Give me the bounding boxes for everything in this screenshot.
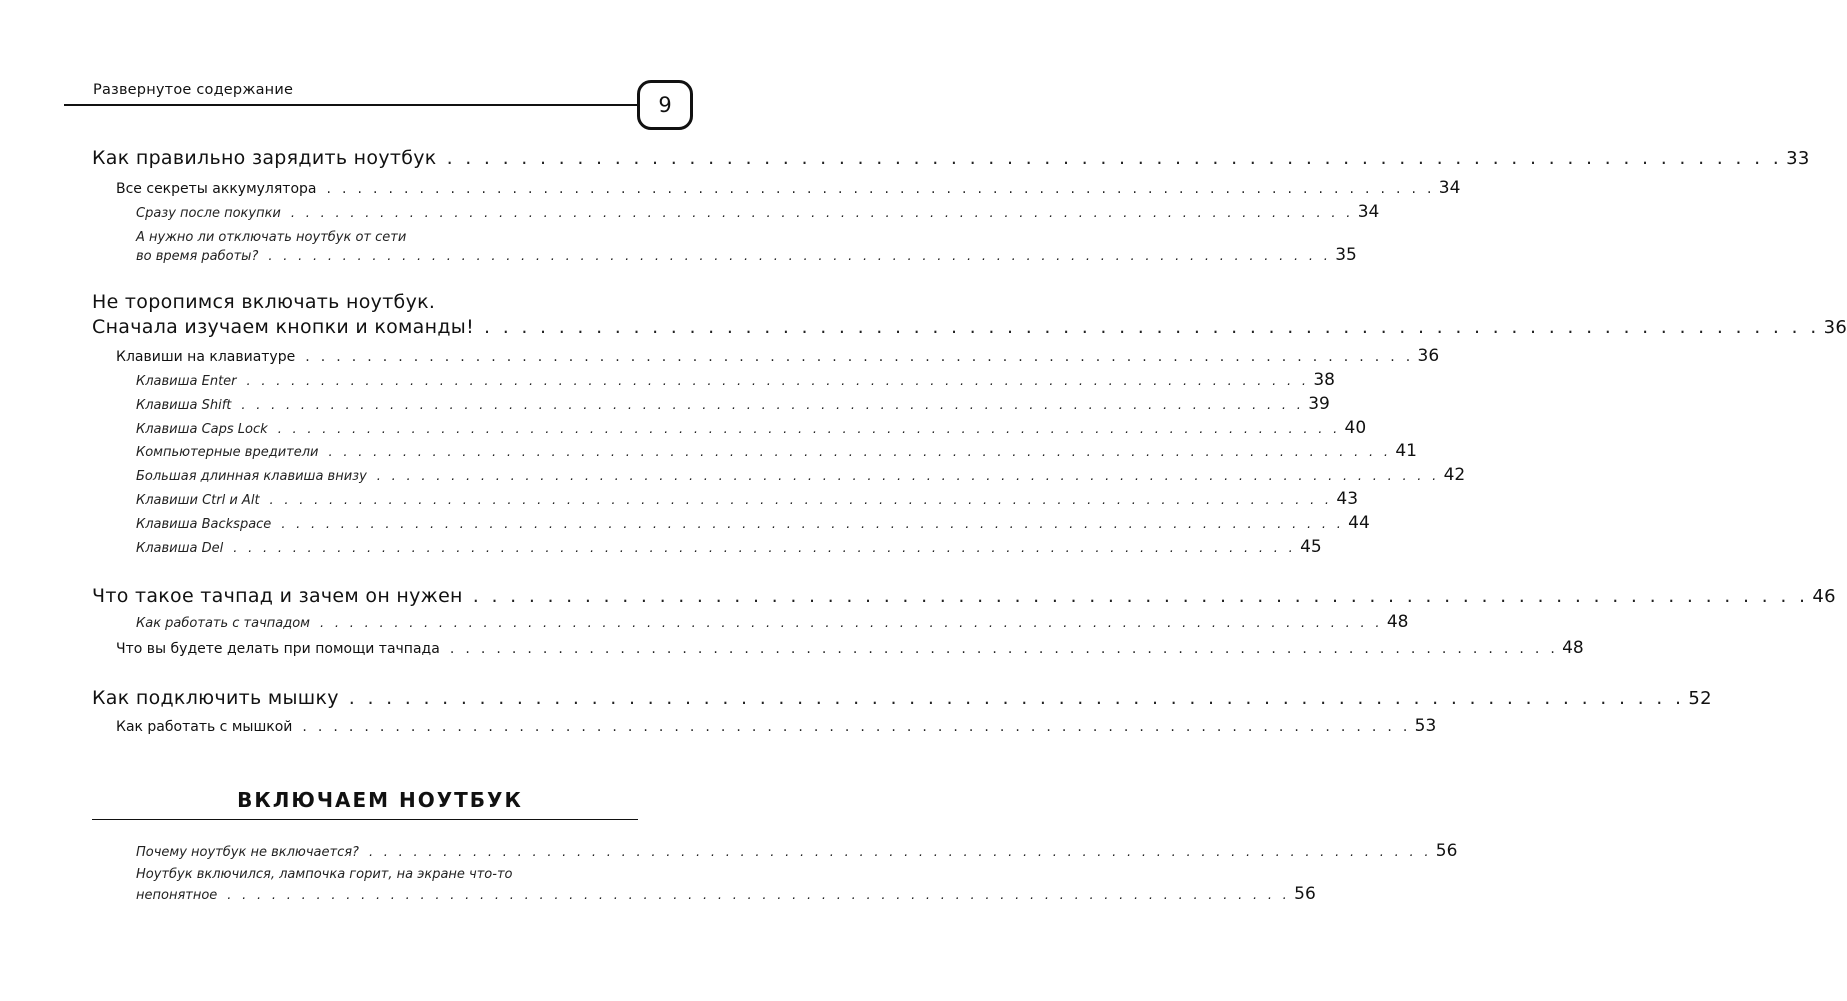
toc-page: 34 — [1357, 202, 1380, 222]
page-number: 9 — [658, 93, 672, 117]
toc-page: 56 — [1294, 884, 1316, 904]
header-rule — [64, 104, 644, 106]
toc-page: 53 — [1414, 716, 1437, 736]
toc-title-line2: непонятное — [136, 888, 218, 903]
toc-leader-dots: . . . . . . . . . . . . . . . . . . . . . . . . . . . . . . . . . . . . . . . . . . . . . . . . . . . . . . . . . . . . . . . . . . . . . . . . — [302, 719, 1411, 735]
toc-title: Клавиши Ctrl и Alt — [136, 493, 260, 508]
toc-title-line2: во время работы? — [136, 249, 259, 264]
toc-entry[interactable] — [136, 394, 1330, 414]
toc-page: 56 — [1435, 841, 1458, 861]
toc-title: Клавиша Caps Lock — [136, 422, 268, 437]
toc-entry[interactable] — [92, 585, 1836, 607]
toc-page: 48 — [1562, 638, 1584, 658]
toc-page: 44 — [1348, 513, 1370, 533]
toc-title: Клавиши на клавиатуре — [116, 349, 296, 365]
toc-title-line2: Сначала изучаем кнопки и команды! — [92, 316, 475, 338]
toc-leader-dots: . . . . . . . . . . . . . . . . . . . . . . . . . . . . . . . . . . . . . . . . . . . . . . . . . . . . . . . . . . . . . . . . . . . . . . . . — [328, 445, 1392, 460]
toc-leader-dots: . . . . . . . . . . . . . . . . . . . . . . . . . . . . . . . . . . . . . . . . . . . . . . . . . . . . . . . . . . . . . . . . . . . . . . . . — [472, 585, 1809, 607]
toc-leader-dots: . . . . . . . . . . . . . . . . . . . . . . . . . . . . . . . . . . . . . . . . . . . . . . . . . . . . . . . . . . . . . . . . . . . . . . . . — [277, 422, 1341, 437]
toc-title-line1: Не торопимся включать ноутбук. — [92, 291, 436, 313]
toc-leader-dots: . . . . . . . . . . . . . . . . . . . . . . . . . . . . . . . . . . . . . . . . . . . . . . . . . . . . . . . . . . . . . . . . . . . . . . . . — [305, 349, 1414, 365]
toc-page: 35 — [1335, 245, 1357, 265]
toc-leader-dots: . . . . . . . . . . . . . . . . . . . . . . . . . . . . . . . . . . . . . . . . . . . . . . . . . . . . . . . . . . . . . . . . . . . . . . . . — [227, 888, 1291, 903]
toc-leader-dots: . . . . . . . . . . . . . . . . . . . . . . . . . . . . . . . . . . . . . . . . . . . . . . . . . . . . . . . . . . . . . . . . . . . . . . . . — [376, 469, 1440, 484]
toc-entry[interactable] — [136, 441, 1417, 461]
toc-entry[interactable] — [92, 147, 1810, 169]
toc-entry[interactable] — [136, 370, 1335, 390]
toc-entry[interactable] — [136, 245, 1357, 265]
toc-title: Что такое тачпад и зачем он нужен — [92, 585, 463, 607]
toc-page: 36 — [1823, 317, 1847, 338]
toc-entry[interactable] — [136, 489, 1359, 509]
toc-title-line1: А нужно ли отключать ноутбук от сети — [136, 230, 407, 245]
toc-entry[interactable] — [136, 202, 1380, 222]
toc-entry[interactable] — [92, 316, 1847, 338]
toc-page: 48 — [1386, 612, 1409, 632]
toc-leader-dots: . . . . . . . . . . . . . . . . . . . . . . . . . . . . . . . . . . . . . . . . . . . . . . . . . . . . . . . . . . . . . . . . . . . . . . . . — [246, 374, 1310, 389]
toc-entry[interactable] — [136, 537, 1322, 557]
toc-leader-dots: . . . . . . . . . . . . . . . . . . . . . . . . . . . . . . . . . . . . . . . . . . . . . . . . . . . . . . . . . . . . . . . . . . . . . . . . — [268, 249, 1332, 264]
page-number-badge — [637, 80, 693, 130]
toc-title: Почему ноутбук не включается? — [136, 845, 359, 860]
toc-leader-dots: . . . . . . . . . . . . . . . . . . . . . . . . . . . . . . . . . . . . . . . . . . . . . . . . . . . . . . . . . . . . . . . . . . . . . . . . — [449, 641, 1559, 657]
toc-entry[interactable] — [136, 465, 1466, 485]
toc-leader-dots: . . . . . . . . . . . . . . . . . . . . . . . . . . . . . . . . . . . . . . . . . . . . . . . . . . . . . . . . . . . . . . . . . . . . . . . . — [233, 541, 1297, 556]
toc-entry[interactable] — [116, 346, 1440, 366]
toc-leader-dots: . . . . . . . . . . . . . . . . . . . . . . . . . . . . . . . . . . . . . . . . . . . . . . . . . . . . . . . . . . . . . . . . . . . . . . . . — [368, 845, 1432, 860]
toc-entry[interactable] — [116, 716, 1437, 736]
toc-leader-dots: . . . . . . . . . . . . . . . . . . . . . . . . . . . . . . . . . . . . . . . . . . . . . . . . . . . . . . . . . . . . . . . . . . . . . . . . — [348, 687, 1685, 709]
toc-entry[interactable] — [136, 884, 1316, 904]
toc-page: 36 — [1417, 346, 1440, 366]
toc-page: 43 — [1336, 489, 1359, 509]
toc-title: Клавиша Enter — [136, 374, 237, 389]
toc-page: 33 — [1786, 148, 1810, 169]
toc-leader-dots: . . . . . . . . . . . . . . . . . . . . . . . . . . . . . . . . . . . . . . . . . . . . . . . . . . . . . . . . . . . . . . . . . . . . . . . . — [320, 616, 1383, 631]
toc-entry[interactable] — [136, 418, 1367, 438]
toc-page: 34 — [1438, 178, 1461, 198]
toc-title: Компьютерные вредители — [136, 445, 319, 460]
toc-entry[interactable] — [136, 841, 1458, 861]
toc-page: 41 — [1395, 441, 1417, 461]
toc-title: Как правильно зарядить ноутбук — [92, 147, 437, 169]
toc-page: 46 — [1812, 586, 1836, 607]
toc-title: Что вы будете делать при помощи тачпада — [116, 641, 440, 657]
toc-page: 52 — [1688, 688, 1712, 709]
toc-page: 40 — [1344, 418, 1367, 438]
toc-leader-dots: . . . . . . . . . . . . . . . . . . . . . . . . . . . . . . . . . . . . . . . . . . . . . . . . . . . . . . . . . . . . . . . . . . . . . . . . — [281, 517, 1345, 532]
toc-leader-dots: . . . . . . . . . . . . . . . . . . . . . . . . . . . . . . . . . . . . . . . . . . . . . . . . . . . . . . . . . . . . . . . . . . . . . . . . — [241, 398, 1305, 413]
toc-leader-dots: . . . . . . . . . . . . . . . . . . . . . . . . . . . . . . . . . . . . . . . . . . . . . . . . . . . . . . . . . . . . . . . . . . . . . . . . — [484, 316, 1820, 338]
toc-page: 39 — [1308, 394, 1330, 414]
toc-title: Как работать с мышкой — [116, 719, 293, 735]
toc-leader-dots: . . . . . . . . . . . . . . . . . . . . . . . . . . . . . . . . . . . . . . . . . . . . . . . . . . . . . . . . . . . . . . . . . . . . . . . . — [326, 181, 1435, 197]
toc-title: Как работать с тачпадом — [136, 616, 310, 631]
toc-page: 45 — [1300, 537, 1322, 557]
toc-leader-dots: . . . . . . . . . . . . . . . . . . . . . . . . . . . . . . . . . . . . . . . . . . . . . . . . . . . . . . . . . . . . . . . . . . . . . . . . — [290, 206, 1354, 221]
section-rule — [92, 819, 638, 820]
toc-page: 38 — [1313, 370, 1335, 390]
toc-title: Клавиша Shift — [136, 398, 232, 413]
toc-page: 42 — [1443, 465, 1466, 485]
running-title: Развернутое содержание — [93, 82, 294, 98]
toc-entry[interactable] — [116, 178, 1461, 198]
toc-entry[interactable] — [116, 638, 1584, 658]
toc-title: Клавиша Backspace — [136, 517, 272, 532]
toc-title: Все секреты аккумулятора — [116, 181, 317, 197]
toc-entry[interactable] — [92, 687, 1712, 709]
toc-entry[interactable] — [136, 612, 1409, 632]
section-title: ВКЛЮЧАЕМ НОУТБУК — [237, 788, 523, 812]
toc-leader-dots: . . . . . . . . . . . . . . . . . . . . . . . . . . . . . . . . . . . . . . . . . . . . . . . . . . . . . . . . . . . . . . . . . . . . . . . . — [269, 493, 1333, 508]
toc-leader-dots: . . . . . . . . . . . . . . . . . . . . . . . . . . . . . . . . . . . . . . . . . . . . . . . . . . . . . . . . . . . . . . . . . . . . . . . . — [446, 147, 1783, 169]
toc-title: Клавиша Del — [136, 541, 224, 556]
toc-entry[interactable] — [136, 513, 1370, 533]
toc-title: Сразу после покупки — [136, 206, 281, 221]
toc-title: Как подключить мышку — [92, 687, 339, 709]
toc-title: Большая длинная клавиша внизу — [136, 469, 367, 484]
toc-title-line1: Ноутбук включился, лампочка горит, на экране что-то — [136, 867, 513, 882]
